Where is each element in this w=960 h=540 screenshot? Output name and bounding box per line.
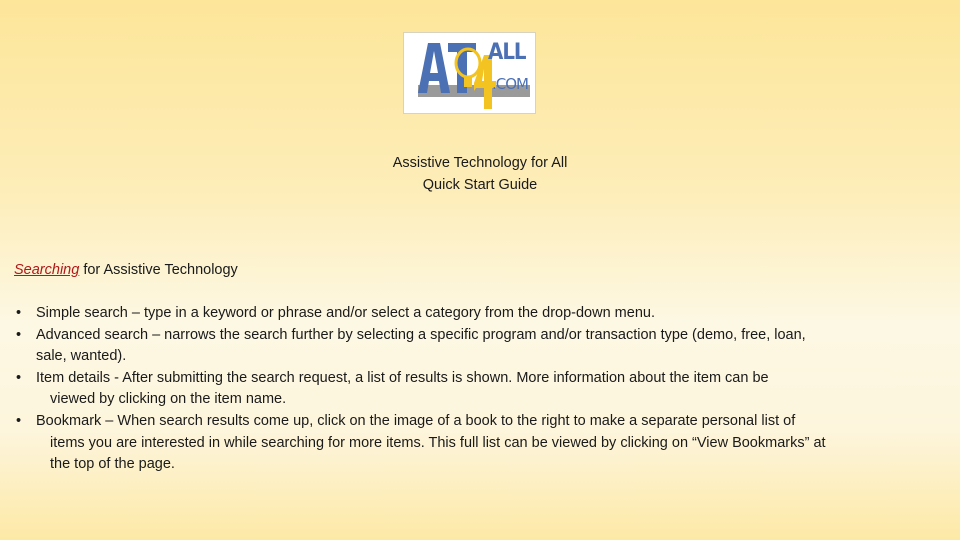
page-title	[0, 152, 960, 196]
bullet-icon: •	[16, 305, 22, 321]
list-item-text-continued: items you are interested in while searching for more items. This full list can be viewed by clicking on “View Bookmarks” at	[50, 434, 826, 451]
list-item	[14, 303, 944, 325]
list-item-text-continued: sale, wanted).	[36, 348, 127, 365]
title-line-2: Quick Start Guide	[422, 177, 538, 193]
section-heading-emphasis: Searching	[14, 262, 80, 278]
logo-com-text: .COM	[492, 75, 528, 93]
title-line-1: Assistive Technology for All	[392, 155, 568, 171]
list-item	[14, 325, 944, 368]
section-heading	[14, 260, 238, 280]
bullet-icon: •	[16, 369, 22, 386]
at4all-logo	[403, 32, 536, 114]
list-item-text: Item details - After submitting the search request, a list of results is shown. More information about the item can be	[36, 369, 769, 386]
list-item-text: Advanced search – narrows the search further by selecting a specific program and/or transaction type (demo, free, loan,	[36, 326, 806, 343]
list-item	[14, 368, 944, 411]
list-item-text-continued-2: the top of the page.	[50, 456, 175, 473]
logo-all-text: ALL	[488, 40, 526, 65]
bullet-icon: •	[16, 412, 22, 429]
list-item	[14, 411, 944, 476]
list-item-text-continued: viewed by clicking on the item name.	[50, 391, 287, 408]
list-item-text: Bookmark – When search results come up, click on the image of a book to the right to make a separate personal list of	[36, 412, 796, 429]
list-item-text: Simple search – type in a keyword or phrase and/or select a category from the drop-down menu.	[36, 305, 655, 321]
section-heading-rest: for Assistive Technology	[79, 262, 238, 278]
bullet-list	[14, 303, 944, 476]
bullet-icon: •	[16, 326, 22, 343]
